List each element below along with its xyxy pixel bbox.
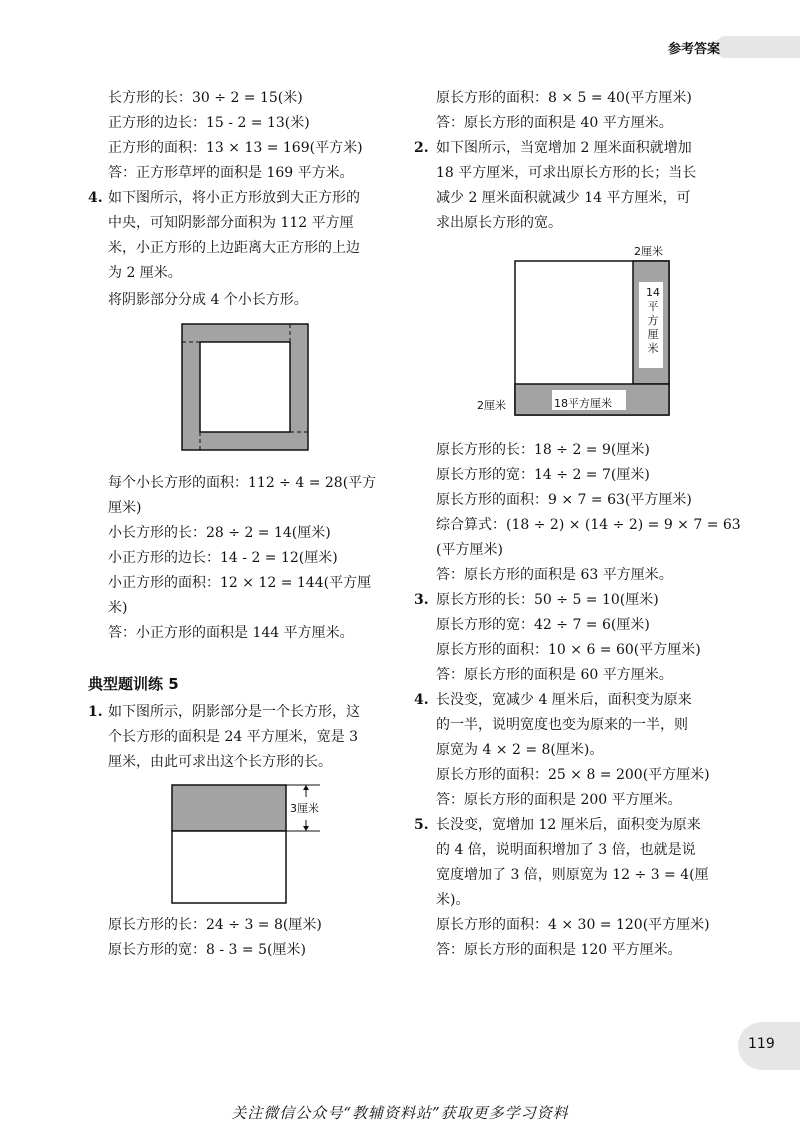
question-number: 2.	[414, 140, 429, 156]
text-line: 答：原长方形的面积是 60 平方厘米。	[436, 667, 673, 683]
text-line: 厘米，由此可求出这个长方形的长。	[108, 754, 332, 770]
text-line: 每个小长方形的面积：112 ÷ 4 = 28(平方	[108, 475, 377, 491]
text-line: 如下图所示，将小正方形放到大正方形的	[108, 190, 360, 206]
text-line: 个长方形的面积是 24 平方厘米，宽是 3	[108, 729, 359, 745]
page-number: 119	[748, 1036, 775, 1052]
text-line: 长没变，宽减少 4 厘米后，面积变为原来	[436, 692, 692, 708]
right-area-label-part: 平	[647, 300, 659, 313]
text-line: 米)。	[436, 892, 470, 908]
text-line: 如下图所示，当宽增加 2 厘米面积就增加	[436, 140, 692, 156]
text-line: 原长方形的面积：8 × 5 = 40(平方厘米)	[436, 90, 692, 106]
section-title: 典型题训练 5	[88, 675, 179, 693]
text-line: 为 2 厘米。	[108, 265, 182, 281]
text-line: 长方形的长：30 ÷ 2 = 15(米)	[108, 90, 303, 106]
text-line: 长没变，宽增加 12 厘米后，面积变为原来	[436, 817, 701, 833]
text-line: 原长方形的面积：10 × 6 = 60(平方厘米)	[436, 642, 701, 658]
text-line: 原长方形的长：24 ÷ 3 = 8(厘米)	[108, 917, 322, 933]
text-line: 原长方形的宽：14 ÷ 2 = 7(厘米)	[436, 467, 650, 483]
text-line: 原长方形的长：50 ÷ 5 = 10(厘米)	[436, 592, 659, 608]
text-line: 原长方形的面积：4 × 30 = 120(平方厘米)	[436, 917, 710, 933]
text-line: 正方形的边长：15 - 2 = 13(米)	[108, 115, 310, 131]
text-line: 米，小正方形的上边距离大正方形的上边	[108, 240, 360, 256]
text-line: 答：原长方形的面积是 120 平方厘米。	[436, 942, 682, 958]
dimension-label: 3厘米	[290, 802, 319, 815]
text-line: 宽度增加了 3 倍，则原宽为 12 ÷ 3 = 4(厘	[436, 867, 709, 883]
question-number: 5.	[414, 817, 429, 833]
text-line: 将阴影部分分成 4 个小长方形。	[108, 292, 308, 308]
question-number: 4.	[414, 692, 429, 708]
top-dimension-label: 2厘米	[634, 245, 663, 258]
text-line: 原长方形的长：18 ÷ 2 = 9(厘米)	[436, 442, 650, 458]
square-ring-figure	[180, 322, 312, 454]
text-line: (平方厘米)	[436, 542, 503, 558]
text-line: 正方形的面积：13 × 13 = 169(平方米)	[108, 140, 363, 156]
bottom-area-label: 18平方厘米	[554, 397, 612, 410]
right-area-label-part: 14	[646, 286, 660, 299]
header-tab	[715, 36, 800, 58]
text-line: 原长方形的面积：9 × 7 = 63(平方厘米)	[436, 492, 692, 508]
text-line: 小长方形的长：28 ÷ 2 = 14(厘米)	[108, 525, 331, 541]
text-line: 原长方形的宽：8 - 3 = 5(厘米)	[108, 942, 306, 958]
text-line: 原长方形的宽：42 ÷ 7 = 6(厘米)	[436, 617, 650, 633]
text-line: 减少 2 厘米面积就减少 14 平方厘米，可	[436, 190, 691, 206]
text-line: 米)	[108, 600, 128, 616]
text-line: 18 平方厘米，可求出原长方形的长；当长	[436, 165, 697, 181]
question-number: 3.	[414, 592, 429, 608]
text-line: 答：正方形草坪的面积是 169 平方米。	[108, 165, 354, 181]
text-line: 如下图所示，阴影部分是一个长方形，这	[108, 704, 360, 720]
question-number: 1.	[88, 704, 103, 720]
text-line: 答：原长方形的面积是 40 平方厘米。	[436, 115, 673, 131]
text-line: 答：原长方形的面积是 200 平方厘米。	[436, 792, 682, 808]
text-line: 答：小正方形的面积是 144 平方厘米。	[108, 625, 354, 641]
text-line: 求出原长方形的宽。	[436, 215, 562, 231]
text-line: 中央，可知阴影部分面积为 112 平方厘	[108, 215, 354, 231]
right-area-label-part: 米	[647, 342, 659, 355]
right-area-label-part: 厘	[647, 328, 659, 341]
right-area-label-part: 方	[647, 314, 659, 327]
text-line: 的一半，说明宽度也变为原来的一半，则	[436, 717, 688, 733]
footer-note: 关注微信公众号“教辅资料站”获取更多学习资料	[231, 1104, 569, 1122]
question-number: 4.	[88, 190, 103, 206]
text-line: 小正方形的面积：12 × 12 = 144(平方厘	[108, 575, 372, 591]
text-line: 原宽为 4 × 2 = 8(厘米)。	[436, 742, 604, 758]
header-label: 参考答案	[668, 42, 721, 57]
text-line: 原长方形的面积：25 × 8 = 200(平方厘米)	[436, 767, 710, 783]
right-area-label	[644, 286, 662, 356]
text-line: 答：原长方形的面积是 63 平方厘米。	[436, 567, 673, 583]
text-line: 厘米)	[108, 500, 142, 516]
text-line: 的 4 倍，说明面积增加了 3 倍，也就是说	[436, 842, 696, 858]
text-line: 综合算式：(18 ÷ 2) × (14 ÷ 2) = 9 × 7 = 63	[436, 517, 741, 533]
side-dimension-label: 2厘米	[477, 399, 506, 412]
text-line: 小正方形的边长：14 - 2 = 12(厘米)	[108, 550, 338, 566]
